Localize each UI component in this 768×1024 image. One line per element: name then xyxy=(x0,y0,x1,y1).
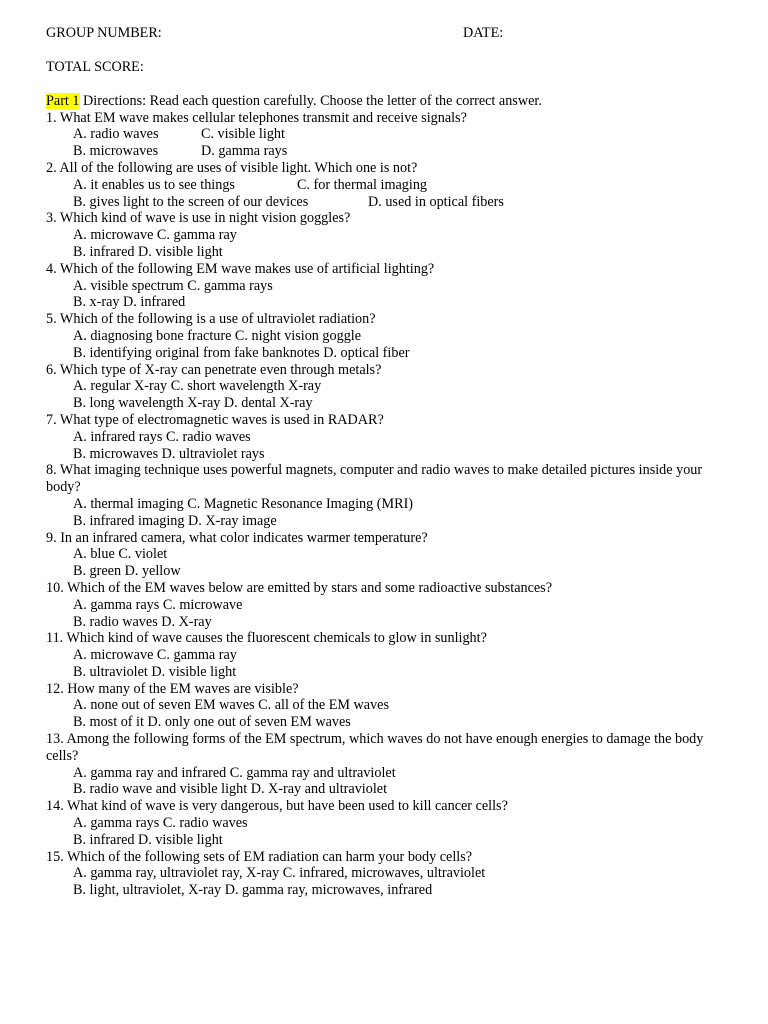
options-line: A. visible spectrum C. gamma rays xyxy=(73,277,273,294)
worksheet-page xyxy=(46,25,722,899)
question-12: 12. How many of the EM waves are visible? xyxy=(46,680,299,697)
options-line: B. most of it D. only one out of seven EM waves xyxy=(73,714,351,731)
options-line: B. ultraviolet D. visible light xyxy=(73,663,237,680)
date-label: DATE: xyxy=(463,25,504,41)
question-10: 10. Which of the EM waves below are emitted by stars and some radioactive substances? xyxy=(46,579,552,596)
question-9: 9. In an infrared camera, what color indicates warmer temperature? xyxy=(46,529,428,546)
options-line: A. gamma rays C. radio waves xyxy=(73,815,248,832)
question-11: 11. Which kind of wave causes the fluorescent chemicals to glow in sunlight? xyxy=(46,630,487,647)
options-line: A. gamma ray, ultraviolet ray, X-ray C. infrared, microwaves, ultraviolet xyxy=(73,865,486,882)
question-5: 5. Which of the following is a use of ultraviolet radiation? xyxy=(46,311,376,328)
options-line: B. microwaves D. ultraviolet rays xyxy=(73,445,265,462)
option: A. it enables us to see things xyxy=(73,176,235,193)
options-line: A. microwave C. gamma ray xyxy=(73,647,237,664)
options-line xyxy=(46,194,722,211)
question-6: 6. Which type of X-ray can penetrate even through metals? xyxy=(46,361,382,378)
option: A. radio waves xyxy=(73,126,159,143)
group-number-label: GROUP NUMBER: xyxy=(46,25,162,41)
part-label: Part 1 xyxy=(46,92,80,109)
options-line: A. infrared rays C. radio waves xyxy=(73,428,251,445)
options-line: B. identifying original from fake banknotes D. optical fiber xyxy=(73,344,410,361)
options-line: B. infrared imaging D. X-ray image xyxy=(73,512,277,529)
question-3: 3. Which kind of wave is use in night vision goggles? xyxy=(46,210,351,227)
total-score-label: TOTAL SCORE: xyxy=(46,59,144,75)
question-7: 7. What type of electromagnetic waves is used in RADAR? xyxy=(46,411,384,428)
options-line: A. diagnosing bone fracture C. night vision goggle xyxy=(73,327,362,344)
question-8: 8. What imaging technique uses powerful magnets, computer and radio waves to make detailed pictures inside your body? xyxy=(46,462,703,496)
question-14: 14. What kind of wave is very dangerous, but have been used to kill cancer cells? xyxy=(46,798,508,815)
options-line: B. radio wave and visible light D. X-ray and ultraviolet xyxy=(73,781,388,798)
option: B. microwaves xyxy=(73,143,159,160)
options-line: B. light, ultraviolet, X-ray D. gamma ray, microwaves, infrared xyxy=(73,882,433,899)
question-2: 2. All of the following are uses of visible light. Which one is not? xyxy=(46,159,418,176)
option: C. visible light xyxy=(201,126,285,143)
options-line: B. long wavelength X-ray D. dental X-ray xyxy=(73,395,313,412)
option: B. gives light to the screen of our devices xyxy=(73,193,309,210)
options-line: A. gamma rays C. microwave xyxy=(73,596,243,613)
options-line: B. infrared D. visible light xyxy=(73,243,223,260)
option: D. used in optical fibers xyxy=(368,193,504,210)
question-4: 4. Which of the following EM wave makes use of artificial lighting? xyxy=(46,260,435,277)
directions-line xyxy=(46,93,722,110)
directions-text: Directions: Read each question carefully. Choose the letter of the correct answer. xyxy=(79,92,542,109)
options-line xyxy=(46,126,722,143)
question-15: 15. Which of the following sets of EM radiation can harm your body cells? xyxy=(46,848,473,865)
options-line: A. blue C. violet xyxy=(73,546,168,563)
options-line xyxy=(46,143,722,160)
options-line: A. regular X-ray C. short wavelength X-ray xyxy=(73,378,322,395)
question-1: 1. What EM wave makes cellular telephones transmit and receive signals? xyxy=(46,109,467,126)
options-line: B. green D. yellow xyxy=(73,563,181,580)
options-line: B. infrared D. visible light xyxy=(73,831,223,848)
options-line: B. x-ray D. infrared xyxy=(73,294,186,311)
options-line: A. microwave C. gamma ray xyxy=(73,227,237,244)
options-line: A. gamma ray and infrared C. gamma ray and ultraviolet xyxy=(73,764,396,781)
option: C. for thermal imaging xyxy=(297,176,428,193)
option: D. gamma rays xyxy=(201,143,288,160)
question-13: 13. Among the following forms of the EM spectrum, which waves do not have enough energies to damage the body cells? xyxy=(46,731,704,764)
options-line: B. radio waves D. X-ray xyxy=(73,613,212,630)
options-line: A. thermal imaging C. Magnetic Resonance Imaging (MRI) xyxy=(73,495,414,512)
header-row xyxy=(46,25,722,42)
options-line xyxy=(46,177,722,194)
options-line: A. none out of seven EM waves C. all of the EM waves xyxy=(73,697,389,714)
